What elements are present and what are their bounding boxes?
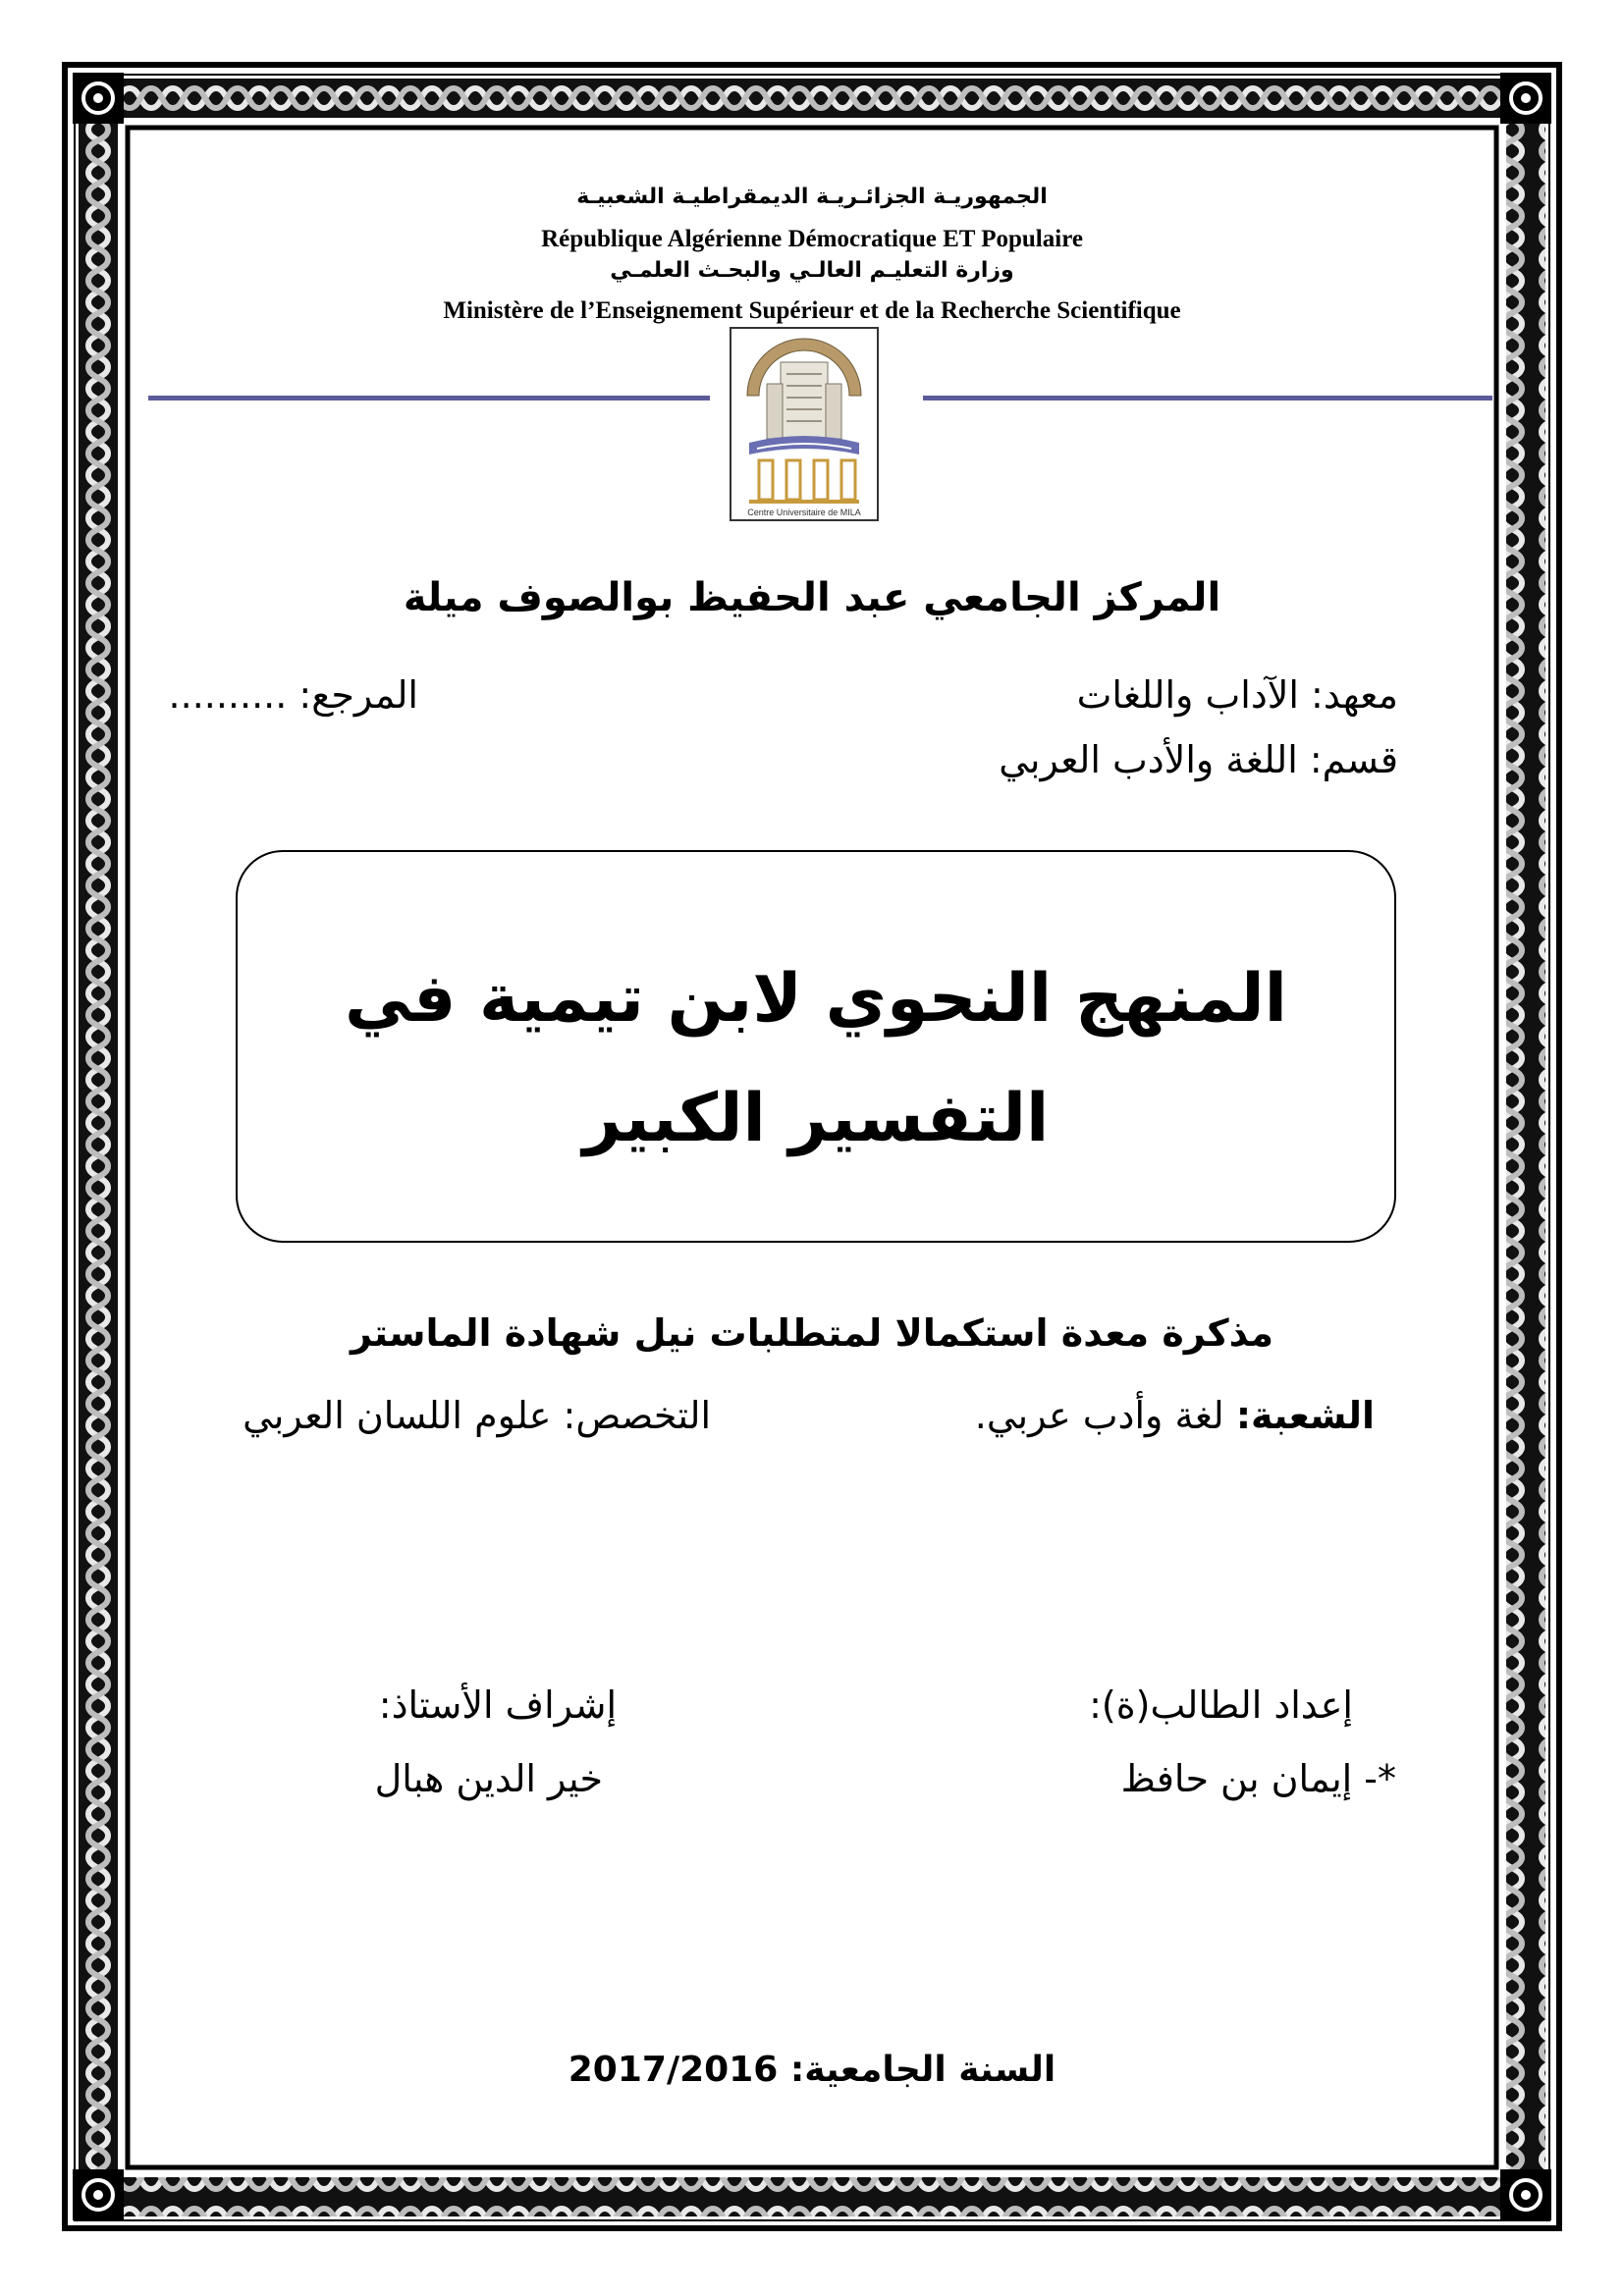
branch-value: لغة وأدب عربي. — [974, 1394, 1236, 1437]
university-name: المركز الجامعي عبد الحفيظ بوالصوف ميلة — [403, 575, 1221, 620]
reference: المرجع: .......... — [168, 673, 418, 717]
institute: معهد: الآداب واللغات — [1076, 673, 1398, 717]
supervision-label: إشراف الأستاذ: — [378, 1683, 617, 1727]
thesis-title-line-1: المنهج النحوي لابن تيمية في — [345, 960, 1287, 1038]
ministry-arabic: وزارة التعليـم العالـي والبحـث العلمـي — [610, 258, 1014, 283]
header-rule-left — [148, 396, 710, 400]
branch — [975, 1394, 1375, 1437]
memo-statement: مذكرة معدة استكمالا لمتطلبات نيل شهادة الماستر — [350, 1311, 1274, 1355]
university-logo — [730, 327, 879, 521]
branch-label: الشعبة: — [1235, 1394, 1375, 1437]
student-name: *- إيمان بن حافظ — [1120, 1757, 1396, 1800]
logo-caption: Centre Universitaire de MILA — [747, 507, 861, 517]
republic-arabic: الجمهوريـة الجزائـريـة الديمقراطيـة الشعبيـة — [576, 185, 1048, 209]
academic-year: السنة الجامعية: 2017/2016 — [568, 2050, 1056, 2090]
thesis-title-line-2: التفسير الكبير — [582, 1080, 1050, 1157]
department: قسم: اللغة والأدب العربي — [999, 738, 1398, 781]
ministry-french: Ministère de l’Enseignement Supérieur et de la Recherche Scientifique — [443, 297, 1181, 324]
republic-french: République Algérienne Démocratique ET Populaire — [541, 226, 1083, 252]
supervisor-name: خير الدين هبال — [374, 1757, 603, 1800]
prepared-by-label: إعداد الطالب(ة): — [1089, 1683, 1353, 1727]
thesis-title-box — [236, 850, 1396, 1243]
specialty: التخصص: علوم اللسان العربي — [243, 1394, 711, 1437]
header-rule-right — [923, 396, 1492, 400]
